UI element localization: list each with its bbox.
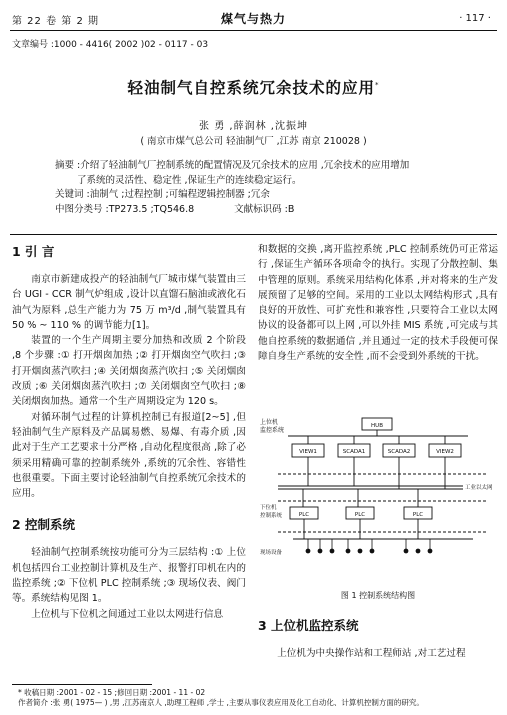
paper-title <box>0 76 507 98</box>
abstract-line-2: 了系统的灵活性、稳定性 ,保证生产的连续稳定运行。 <box>77 174 302 186</box>
station-label-3: SCADA2 <box>387 449 411 455</box>
figure-label-upper-1: 上位机 <box>260 419 279 426</box>
plc-label-2: PLC <box>354 512 366 518</box>
header-rule <box>10 30 497 31</box>
ethernet-label: 工业以太网 <box>465 485 493 491</box>
section-1-paragraph-3: 对循环制气过程的计算机控制已有报道[2~5] ,但轻油制气生产原料及产品属易燃、易爆、有毒介质 ,因此对于生产工艺要求十分严格 ,自动化程度很高 ,除了必须采用精确可靠的控制系统外 ,系统的冗余性、容错性也很重要。下面主要讨论轻油制气自控系统冗余技术的应用。 <box>12 411 246 500</box>
article-number: 文章编号 :1000 - 4416( 2002 )02 - 0117 - 03 <box>12 40 209 50</box>
classification-number: 中图分类号 :TP273.5 ;TQ546.8 <box>55 203 195 215</box>
document-code: 文献标识码 :B <box>234 203 295 215</box>
plc-label-3: PLC <box>412 512 424 518</box>
abstract-separator <box>10 234 497 235</box>
journal-name: 煤气与热力 <box>220 12 286 26</box>
section-1-paragraph-2: 装置的一个生产周期主要分加热和改质 2 个阶段 ,8 个步骤 :① 打开烟囱加热 ;② 打开烟囱空气吹扫 ;③ 打开烟囱蒸汽吹扫 ;④ 关闭烟囱蒸汽吹扫 ;⑤ 关闭烟囱改质 ;⑥ 关闭烟囱蒸汽吹扫 ;⑦ 关闭烟囱空气吹扫 ;⑧ 关闭烟囱加热。通常一个生产周期设定为 120 s。 <box>12 335 246 408</box>
footnote-author-bio: 作者简介 :张 勇( 1975— ) ,男 ,江苏南京人 ,助理工程师 ,学士 ,主要从事仪表应用及化工自动化、计算机控制方面的研究。 <box>18 698 424 707</box>
station-label-1: VIEW1 <box>299 449 317 455</box>
abstract-block <box>55 159 465 217</box>
left-column <box>12 242 246 622</box>
plc-label-1: PLC <box>298 512 310 518</box>
keywords: 关键词 :油制气 ;过程控制 ;可编程逻辑控制器 ;冗余 <box>55 189 270 200</box>
section-3 <box>258 616 498 661</box>
affiliation: ( 南京市煤气总公司 轻油制气厂 ,江苏 南京 210028 ) <box>140 136 367 147</box>
footnote-received-date: * 收稿日期 :2001 - 02 - 15 ;修回日期 :2001 - 11 - 02 <box>18 688 206 697</box>
journal-volume: 第 22 卷 第 2 期 <box>12 16 99 27</box>
system-structure-figure <box>258 414 498 574</box>
classification-line <box>55 203 465 218</box>
figure-label-upper-2: 监控系统 <box>260 427 285 434</box>
section-1-paragraph-1: 南京市新建成投产的轻油制气厂城市煤气装置由三台 UGI - CCR 制气炉组成 ,设计以直馏石脑油或液化石油气为原料 ,总生产能力为 75 万 m³/d ,制气装置具有 50 % ~ 110 % 的调节能力[1]。 <box>12 274 246 331</box>
section-3-paragraph-1: 上位机为中央操作站和工程师站 ,对工艺过程 <box>277 648 466 659</box>
figure-caption: 图 1 控制系统结构图 <box>340 591 416 600</box>
abstract-line-1: 摘要 :介绍了轻油制气厂控制系统的配置情况及冗余技术的应用 ,冗余技术的应用增加 <box>55 160 410 171</box>
footnote <box>18 688 424 708</box>
authors: 张 勇 ,薛润林 ,沈振坤 <box>199 121 308 132</box>
figure-label-field: 现场设备 <box>260 550 283 556</box>
section-2-heading: 2 控制系统 <box>12 517 76 533</box>
section-2-paragraph-1: 轻油制气控制系统按功能可分为三层结构 :① 上位机包括四台工业控制计算机及生产、报警打印机在内的监控系统 ;② 下位机 PLC 控制系统 ;③ 现场仪表、阀门等。系统结构见图 1。 <box>12 547 246 605</box>
page-number: · 117 · <box>459 13 491 24</box>
section-3-heading: 3 上位机监控系统 <box>258 618 359 633</box>
section-1-heading: 1 引 言 <box>12 244 55 259</box>
right-column-paragraph-1: 和数据的交换 ,离开监控系统 ,PLC 控制系统仍可正常运行 ,保证生产循环各项命令的执行。实现了分散控制、集中管理的原则。系统采用结构化体系 ,并对将来的生产发展预留了足够的空间。采用的工业以太网结构形式 ,具有良好的开放性、可扩充性和兼容性 ,只要符合工业以太网协议的设备都可以上网 ,可以外挂 MIS 系统 ,可完成与其他自控系统的数据通信 ,并且通过一定的技术手段便可保障自身生产系统的安全性 ,而不会受到外系统的干扰。 <box>258 244 498 363</box>
station-label-4: VIEW2 <box>436 449 454 455</box>
paper-title-text: 轻油制气自控系统冗余技术的应用 <box>127 79 375 97</box>
figure-label-lower-1: 下位机 <box>260 505 277 511</box>
footnote-rule <box>12 684 152 685</box>
hub-label: HUB <box>371 423 383 429</box>
figure-label-lower-2: 控制系统 <box>260 513 283 519</box>
right-column <box>258 242 498 364</box>
station-label-2: SCADA1 <box>342 449 366 455</box>
section-2-paragraph-2: 上位机与下位机之间通过工业以太网进行信息 <box>31 608 224 620</box>
title-footnote-mark: * <box>375 80 380 89</box>
